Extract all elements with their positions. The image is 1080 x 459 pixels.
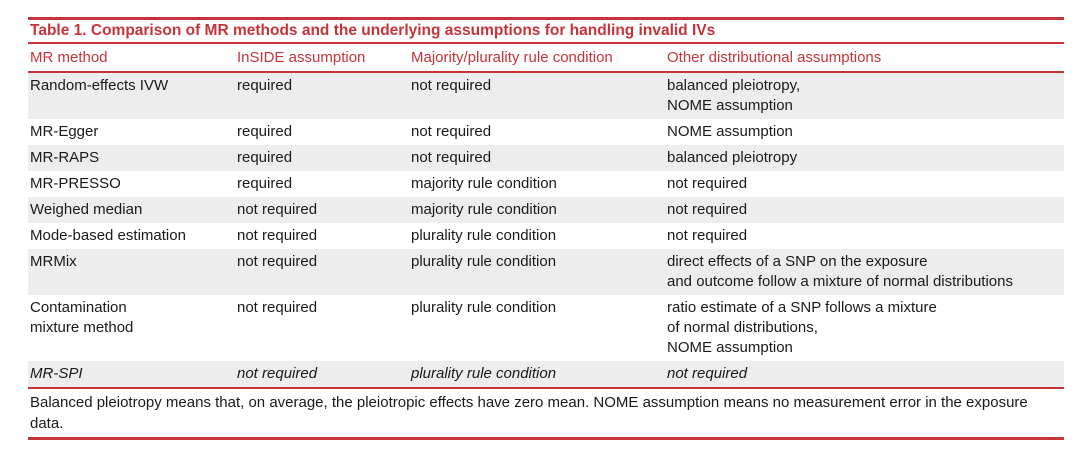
- cell-line: Mode-based estimation: [30, 227, 186, 244]
- cell-line: not required: [667, 365, 748, 382]
- table-row: [28, 223, 1064, 249]
- cell-rule-condition: plurality rule condition: [411, 299, 557, 316]
- header-inside-assumption: InSIDE assumption: [235, 44, 409, 72]
- table-row: [28, 119, 1064, 145]
- table-caption: Table 1. Comparison of MR methods and the underlying assumptions for handling invalid IVs: [30, 22, 716, 39]
- cell-line: NOME assumption: [667, 123, 793, 140]
- cell-line: NOME assumption: [667, 97, 793, 114]
- cell-inside-assumption: not required: [235, 361, 409, 388]
- cell-mr-method: [28, 72, 235, 119]
- cell-rule-condition: not required: [409, 145, 665, 171]
- cell-line: ratio estimate of a SNP follows a mixture: [667, 299, 937, 316]
- cell-rule-condition: majority rule condition: [411, 175, 557, 192]
- cell-line: not required: [667, 201, 748, 218]
- cell-other-assumptions: [665, 197, 1064, 223]
- cell-rule-condition: plurality rule condition: [409, 249, 665, 295]
- cell-inside-assumption: required: [237, 175, 293, 192]
- table-row: [28, 171, 1064, 197]
- cell-line: MR-RAPS: [30, 149, 100, 166]
- cell-inside-assumption: required: [237, 123, 293, 140]
- cell-line: MR-Egger: [30, 123, 99, 140]
- cell-rule-condition: plurality rule condition: [409, 361, 665, 388]
- table-body: [28, 72, 1064, 388]
- cell-line: MR-SPI: [30, 365, 83, 382]
- cell-rule-condition: plurality rule condition: [411, 227, 557, 244]
- cell-line: MRMix: [30, 253, 77, 270]
- cell-mr-method: [28, 361, 235, 388]
- cell-other-assumptions: [665, 223, 1064, 249]
- header-other-assumptions: Other distributional assumptions: [665, 44, 1064, 72]
- header-row: [28, 44, 1064, 72]
- table-row: [28, 249, 1064, 295]
- cell-other-assumptions: [665, 171, 1064, 197]
- cell-mr-method: [28, 119, 235, 145]
- table-row: [28, 295, 1064, 361]
- cell-inside-assumption: not required: [235, 249, 409, 295]
- header-rule-condition: Majority/plurality rule condition: [409, 44, 665, 72]
- cell-mr-method: [28, 197, 235, 223]
- cell-line: direct effects of a SNP on the exposure: [667, 253, 928, 270]
- cell-line: NOME assumption: [667, 339, 793, 356]
- cell-mr-method: [28, 223, 235, 249]
- cell-mr-method: [28, 295, 235, 361]
- table-row: [28, 72, 1064, 119]
- cell-line: MR-PRESSO: [30, 175, 121, 192]
- comparison-table: [28, 44, 1064, 389]
- cell-other-assumptions: [665, 249, 1064, 295]
- cell-other-assumptions: [665, 361, 1064, 388]
- cell-line: Weighed median: [30, 201, 143, 218]
- cell-rule-condition: not required: [411, 123, 492, 140]
- cell-other-assumptions: [665, 72, 1064, 119]
- cell-line: of normal distributions,: [667, 319, 818, 336]
- table-row: [28, 361, 1064, 388]
- table-container: [28, 17, 1064, 440]
- cell-rule-condition: not required: [409, 72, 665, 119]
- cell-line: Contamination: [30, 299, 127, 316]
- cell-line: mixture method: [30, 319, 134, 336]
- cell-other-assumptions: [665, 119, 1064, 145]
- cell-mr-method: [28, 171, 235, 197]
- cell-inside-assumption: not required: [237, 299, 318, 316]
- cell-other-assumptions: [665, 295, 1064, 361]
- cell-inside-assumption: not required: [237, 227, 318, 244]
- cell-line: and outcome follow a mixture of normal distributions: [667, 273, 1013, 290]
- table-row: [28, 145, 1064, 171]
- cell-inside-assumption: not required: [235, 197, 409, 223]
- cell-line: not required: [667, 175, 748, 192]
- bottom-rule: [28, 437, 1064, 440]
- table-row: [28, 197, 1064, 223]
- cell-mr-method: [28, 145, 235, 171]
- cell-rule-condition: majority rule condition: [409, 197, 665, 223]
- cell-line: Random-effects IVW: [30, 77, 169, 94]
- header-mr-method: MR method: [28, 44, 235, 72]
- cell-line: balanced pleiotropy,: [667, 77, 801, 94]
- cell-inside-assumption: required: [235, 72, 409, 119]
- table-footnote: Balanced pleiotropy means that, on average, the pleiotropic effects have zero mean. NOME assumption means no measurement error in the exposure data.: [30, 394, 1028, 432]
- cell-line: balanced pleiotropy: [667, 149, 798, 166]
- cell-mr-method: [28, 249, 235, 295]
- cell-line: not required: [667, 227, 748, 244]
- cell-inside-assumption: required: [235, 145, 409, 171]
- cell-other-assumptions: [665, 145, 1064, 171]
